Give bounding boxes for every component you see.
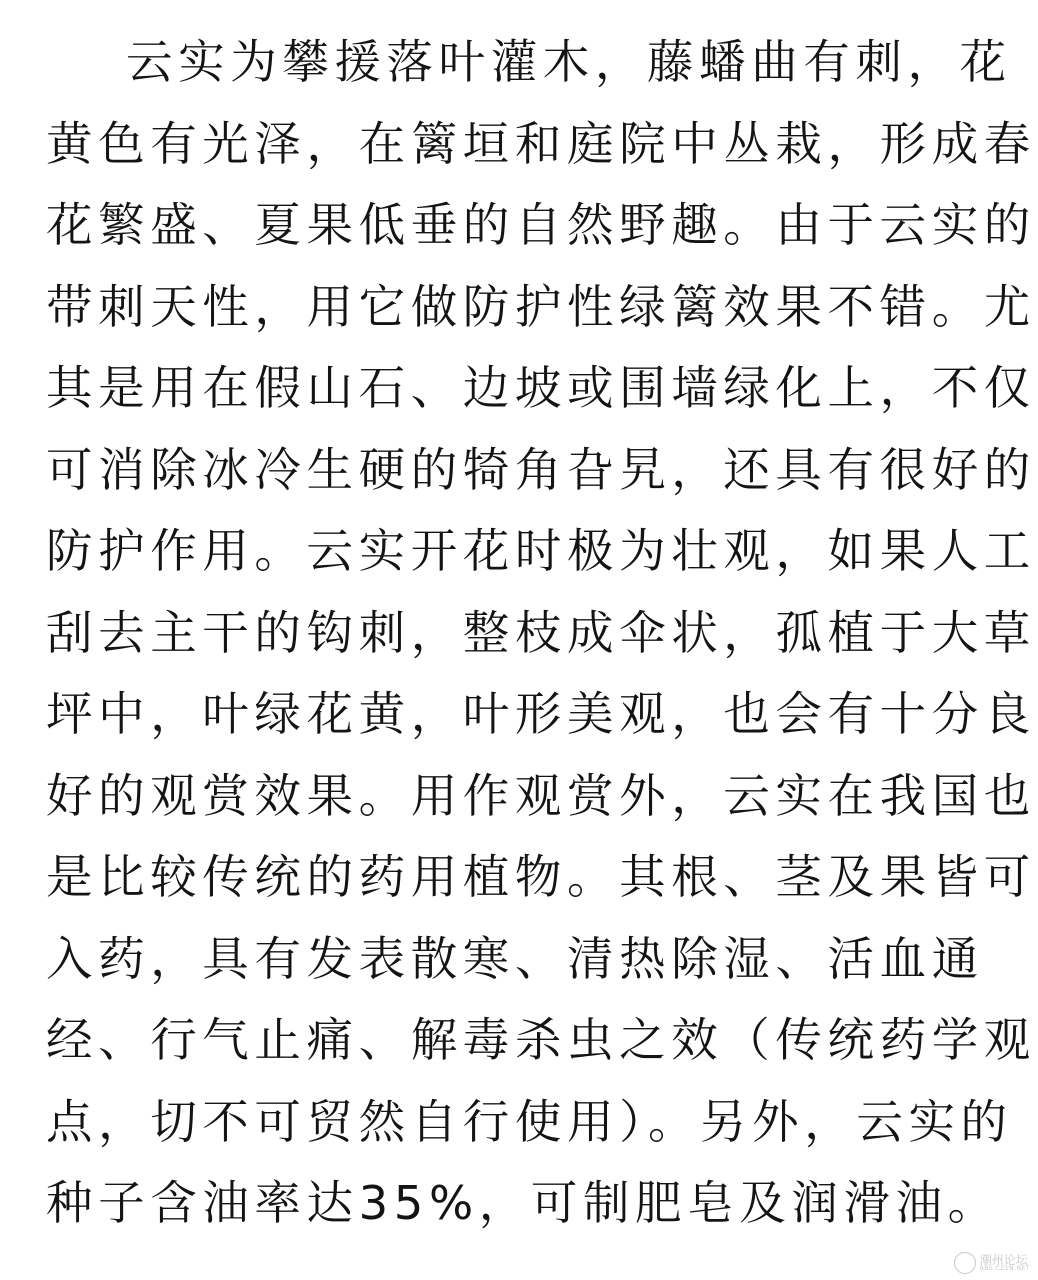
watermark-url: BBS.CZ1N.NET xyxy=(979,1265,1030,1272)
watermark-logo-icon xyxy=(954,1252,976,1274)
text-line: 种子含油率达35%，可制肥皂及润滑油。 xyxy=(46,1176,1000,1230)
text-line: 带刺天性，用它做防护性绿篱效果不错。尤 xyxy=(46,279,1036,334)
article-body xyxy=(46,22,1036,1245)
text-line: 可消除冰冷生硬的犄角旮旯，还具有很好的 xyxy=(46,442,1036,497)
text-line: 云实为攀援落叶灌木，藤蟠曲有刺，花 xyxy=(126,35,1012,89)
text-line: 黄色有光泽，在篱垣和庭院中丛栽，形成春 xyxy=(46,116,1036,171)
text-line: 坪中，叶绿花黄，叶形美观，也会有十分良 xyxy=(46,687,1036,741)
text-line: 点，切不可贸然自行使用）。另外，云实的 xyxy=(46,1094,1013,1149)
text-line: 防护作用。云实开花时极为壮观，如果人工 xyxy=(46,524,1036,578)
text-line: 花繁盛、夏果低垂的自然野趣。由于云实的 xyxy=(46,198,1036,252)
text-line: 刮去主干的钩刺，整枝成伞状，孤植于大草 xyxy=(46,605,1036,660)
watermark-title: 潮州论坛 xyxy=(979,1253,1028,1267)
text-line: 入药，具有发表散寒、清热除湿、活血通 xyxy=(46,931,984,986)
watermark-text xyxy=(980,1254,1030,1272)
text-line: 是比较传统的药用植物。其根、茎及果皆可 xyxy=(46,850,1036,904)
text-line: 经、行气止痛、解毒杀虫之效（传统药学观 xyxy=(46,1013,1036,1067)
text-line: 其是用在假山石、边坡或围墙绿化上，不仅 xyxy=(46,361,1036,415)
text-line: 好的观赏效果。用作观赏外，云实在我国也 xyxy=(46,768,1036,823)
forum-watermark xyxy=(954,1252,1030,1274)
